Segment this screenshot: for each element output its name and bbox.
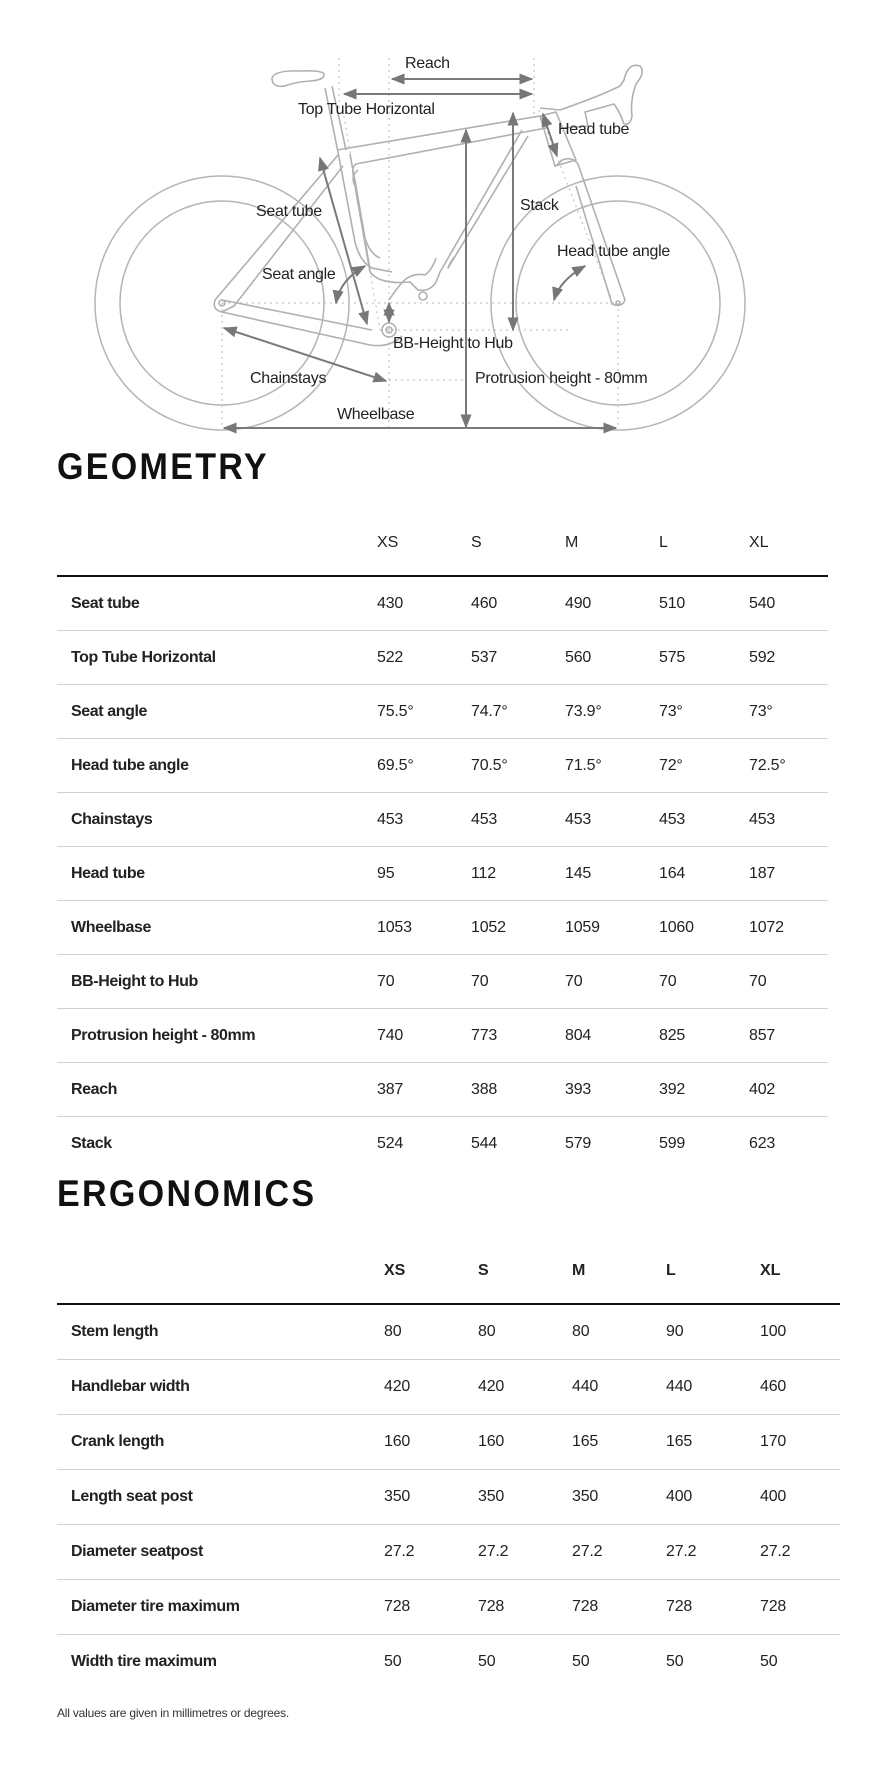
cell-value: 50 [478, 1653, 496, 1670]
table-row [57, 739, 828, 793]
cell-value: 80 [572, 1323, 590, 1340]
diagram-label-wheelbase: Wheelbase [337, 406, 415, 423]
row-label: Length seat post [71, 1488, 193, 1505]
geometry-header-row [57, 510, 828, 576]
seat-angle-arrow [336, 266, 365, 303]
table-row [57, 1117, 828, 1171]
cell-value: 50 [760, 1653, 778, 1670]
cell-value: 27.2 [760, 1543, 791, 1560]
cell-value: 27.2 [666, 1543, 697, 1560]
cell-value: 728 [384, 1598, 411, 1615]
row-label: Wheelbase [71, 918, 151, 936]
row-label: Seat angle [71, 702, 148, 720]
cell-value: 72.5° [749, 756, 786, 774]
cell-value: 164 [659, 864, 686, 882]
table-row [57, 955, 828, 1009]
units-footnote: All values are given in millimetres or degrees. [57, 1706, 290, 1720]
cell-value: 825 [659, 1026, 686, 1044]
size-header: S [478, 1261, 489, 1279]
table-row [57, 631, 828, 685]
row-label: Seat tube [71, 594, 140, 612]
diagram-label-head-tube-angle: Head tube angle [557, 243, 670, 260]
cell-value: 70.5° [471, 756, 508, 774]
cell-value: 50 [572, 1653, 590, 1670]
cell-value: 388 [471, 1080, 498, 1098]
cell-value: 728 [666, 1598, 693, 1615]
table-row [57, 1635, 840, 1690]
size-header: M [572, 1261, 586, 1279]
cell-value: 728 [760, 1598, 787, 1615]
cell-value: 70 [659, 972, 677, 990]
cell-value: 170 [760, 1433, 787, 1450]
cell-value: 579 [565, 1134, 592, 1152]
cell-value: 453 [659, 810, 686, 828]
geometry-title: GEOMETRY [57, 446, 269, 487]
row-label: BB-Height to Hub [71, 972, 198, 990]
cell-value: 165 [666, 1433, 693, 1450]
row-label: Diameter seatpost [71, 1543, 203, 1560]
cell-value: 95 [377, 864, 395, 882]
cell-value: 592 [749, 648, 776, 666]
size-header: S [471, 533, 482, 551]
ergonomics-title: ERGONOMICS [57, 1173, 317, 1214]
cell-value: 73° [749, 702, 773, 720]
cell-value: 453 [471, 810, 498, 828]
cell-value: 100 [760, 1323, 787, 1340]
cell-value: 71.5° [565, 756, 602, 774]
cell-value: 537 [471, 648, 498, 666]
table-row [57, 1009, 828, 1063]
cell-value: 70 [377, 972, 395, 990]
row-label: Head tube [71, 864, 145, 882]
diagram-label-seat-tube: Seat tube [256, 203, 322, 220]
row-label: Stack [71, 1134, 112, 1152]
row-label: Crank length [71, 1433, 164, 1450]
cell-value: 73° [659, 702, 683, 720]
cell-value: 522 [377, 648, 404, 666]
cell-value: 490 [565, 594, 592, 612]
diagram-label-reach: Reach [405, 55, 450, 72]
table-row [57, 901, 828, 955]
row-label: Chainstays [71, 810, 153, 828]
diagram-label-chainstays: Chainstays [250, 370, 327, 387]
cell-value: 69.5° [377, 756, 414, 774]
diagram-label-protrusion-height: Protrusion height - 80mm [475, 370, 648, 387]
row-label: Top Tube Horizontal [71, 648, 216, 666]
diagram-label-top-tube-horizontal: Top Tube Horizontal [298, 101, 435, 118]
cell-value: 599 [659, 1134, 686, 1152]
row-label: Handlebar width [71, 1378, 190, 1395]
cell-value: 350 [478, 1488, 505, 1505]
geometry-header-label [57, 510, 377, 576]
cell-value: 460 [760, 1378, 787, 1395]
cell-value: 70 [471, 972, 489, 990]
table-row [57, 1525, 840, 1580]
ergonomics-header-label [57, 1238, 384, 1304]
cell-value: 187 [749, 864, 776, 882]
cell-value: 728 [478, 1598, 505, 1615]
table-row [57, 847, 828, 901]
cell-value: 80 [384, 1323, 402, 1340]
cell-value: 70 [749, 972, 767, 990]
table-row [57, 1415, 840, 1470]
geometry-table [57, 510, 828, 1170]
diagram-label-stack: Stack [520, 197, 559, 214]
cell-value: 400 [666, 1488, 693, 1505]
ergonomics-header-row [57, 1238, 840, 1304]
cell-value: 72° [659, 756, 683, 774]
cell-value: 73.9° [565, 702, 602, 720]
cell-value: 74.7° [471, 702, 508, 720]
ergonomics-table [57, 1238, 840, 1689]
diagram-label-bb-height: BB-Height to Hub [393, 335, 513, 352]
bike-geometry-diagram [0, 0, 895, 440]
cell-value: 1060 [659, 918, 694, 936]
row-label: Reach [71, 1080, 118, 1098]
cell-value: 857 [749, 1026, 776, 1044]
cell-value: 160 [478, 1433, 505, 1450]
cell-value: 420 [478, 1378, 505, 1395]
cell-value: 453 [749, 810, 776, 828]
cell-value: 575 [659, 648, 686, 666]
diagram-label-head-tube: Head tube [558, 121, 630, 138]
row-label: Stem length [71, 1323, 159, 1340]
size-header: L [659, 533, 668, 551]
table-row [57, 1580, 840, 1635]
head-tube-angle-arrow [554, 266, 585, 300]
diagram-label-seat-angle: Seat angle [262, 266, 336, 283]
table-row [57, 576, 828, 631]
size-header: XL [749, 533, 769, 551]
cell-value: 453 [377, 810, 404, 828]
cell-value: 145 [565, 864, 592, 882]
cell-value: 350 [572, 1488, 599, 1505]
size-header: XL [760, 1261, 781, 1279]
cell-value: 112 [471, 864, 496, 882]
size-header: L [666, 1261, 676, 1279]
cell-value: 387 [377, 1080, 404, 1098]
cell-value: 510 [659, 594, 686, 612]
size-header: XS [384, 1261, 406, 1279]
cell-value: 50 [384, 1653, 402, 1670]
cell-value: 440 [666, 1378, 693, 1395]
cell-value: 453 [565, 810, 592, 828]
cell-value: 728 [572, 1598, 599, 1615]
table-row [57, 1470, 840, 1525]
row-label: Width tire maximum [71, 1653, 217, 1670]
cell-value: 165 [572, 1433, 599, 1450]
cell-value: 430 [377, 594, 404, 612]
cell-value: 75.5° [377, 702, 414, 720]
cell-value: 440 [572, 1378, 599, 1395]
table-row [57, 1360, 840, 1415]
cell-value: 50 [666, 1653, 684, 1670]
cell-value: 544 [471, 1134, 498, 1152]
size-header: XS [377, 533, 399, 551]
cell-value: 773 [471, 1026, 498, 1044]
cell-value: 160 [384, 1433, 411, 1450]
cell-value: 393 [565, 1080, 592, 1098]
cell-value: 400 [760, 1488, 787, 1505]
cell-value: 623 [749, 1134, 776, 1152]
cell-value: 70 [565, 972, 583, 990]
cell-value: 524 [377, 1134, 404, 1152]
cell-value: 402 [749, 1080, 776, 1098]
size-header: M [565, 533, 579, 551]
cell-value: 392 [659, 1080, 686, 1098]
cell-value: 90 [666, 1323, 684, 1340]
row-label: Head tube angle [71, 756, 189, 774]
cell-value: 27.2 [384, 1543, 415, 1560]
cell-value: 1059 [565, 918, 600, 936]
cell-value: 80 [478, 1323, 496, 1340]
table-row [57, 685, 828, 739]
cell-value: 350 [384, 1488, 411, 1505]
row-label: Protrusion height - 80mm [71, 1026, 256, 1044]
cell-value: 1052 [471, 918, 506, 936]
cell-value: 27.2 [572, 1543, 603, 1560]
cell-value: 740 [377, 1026, 404, 1044]
cell-value: 420 [384, 1378, 411, 1395]
table-row [57, 793, 828, 847]
table-row [57, 1304, 840, 1360]
cell-value: 804 [565, 1026, 592, 1044]
row-label: Diameter tire maximum [71, 1598, 240, 1615]
table-row [57, 1063, 828, 1117]
cell-value: 460 [471, 594, 498, 612]
cell-value: 27.2 [478, 1543, 509, 1560]
cell-value: 1053 [377, 918, 412, 936]
cell-value: 560 [565, 648, 592, 666]
cell-value: 540 [749, 594, 776, 612]
cell-value: 1072 [749, 918, 784, 936]
